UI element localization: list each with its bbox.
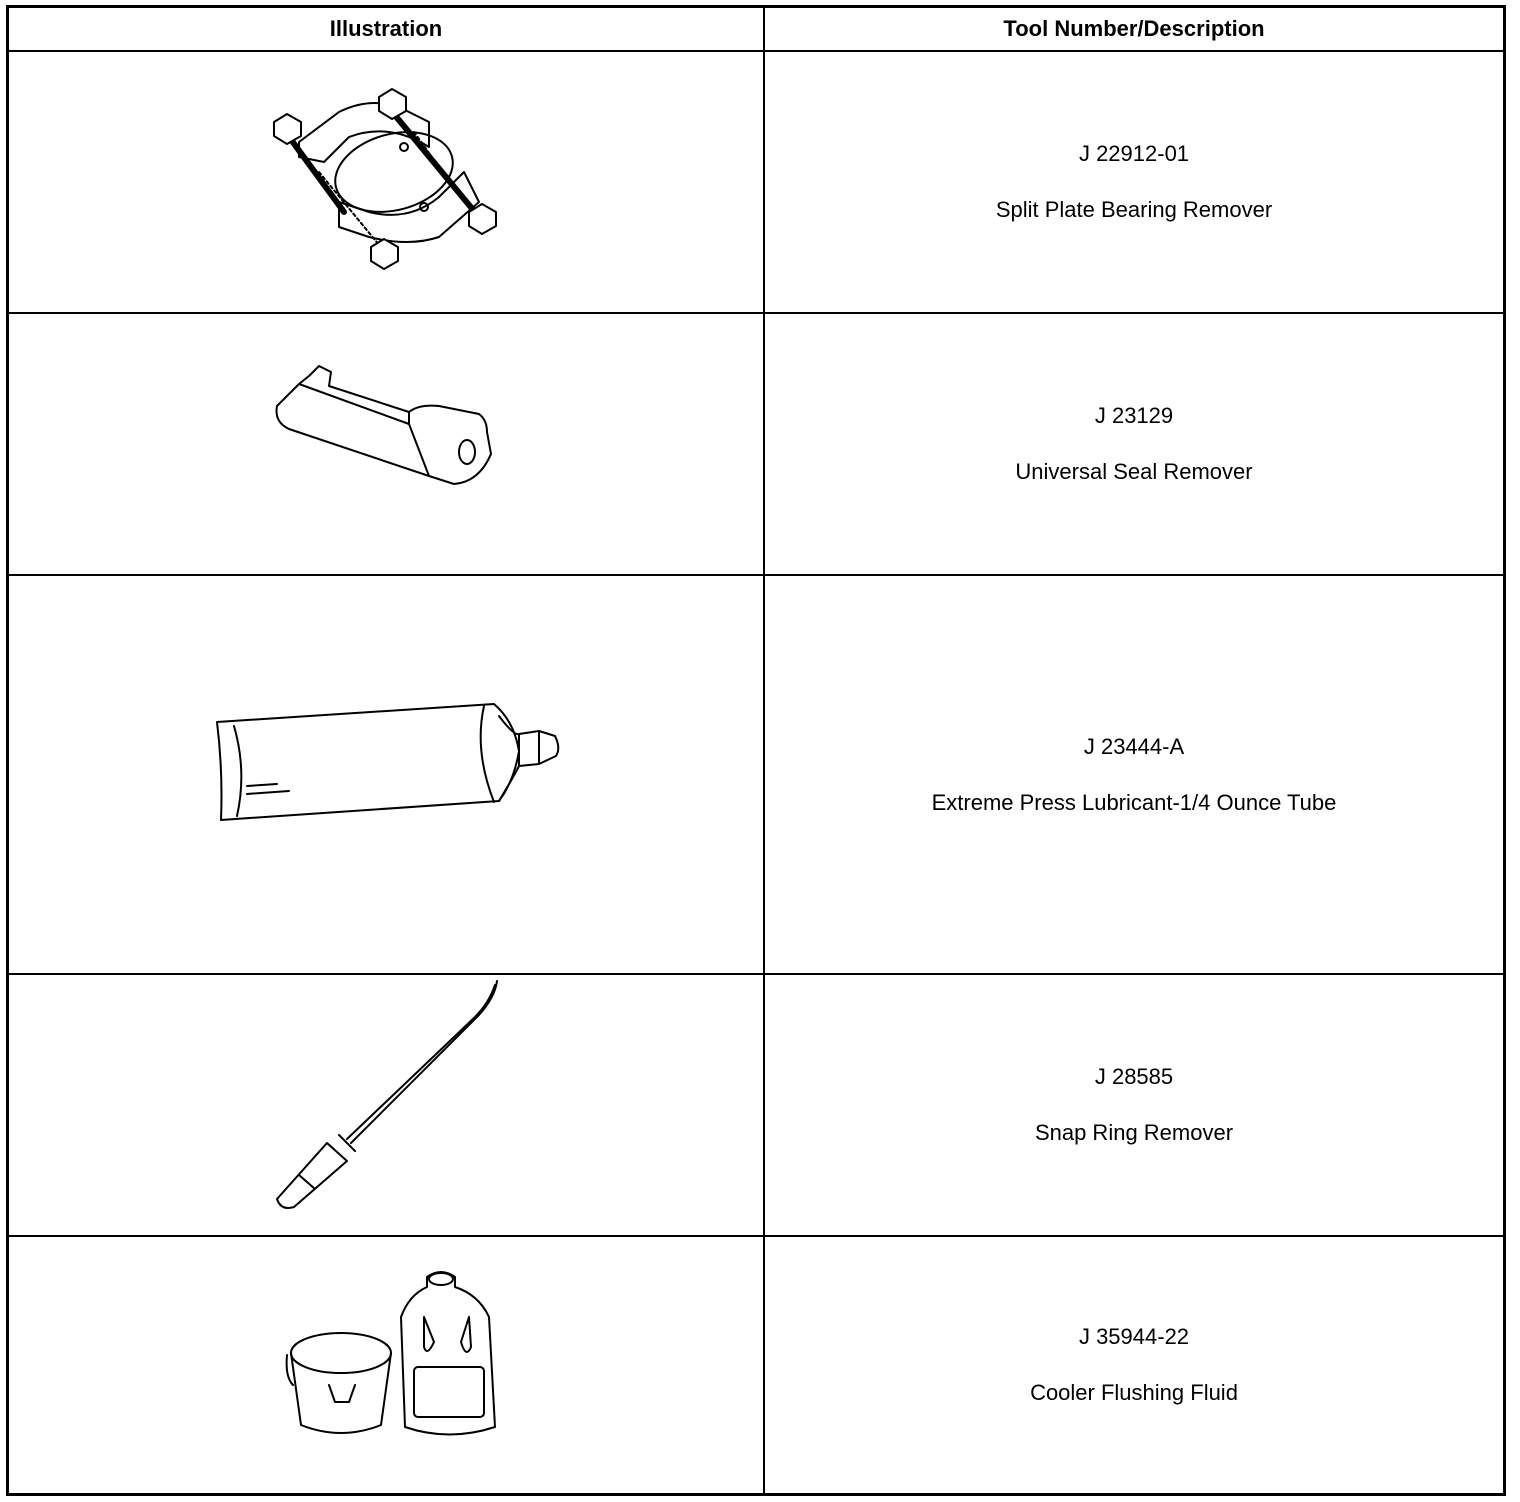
description-cell — [765, 1237, 1503, 1493]
tool-description: Universal Seal Remover — [1015, 459, 1253, 484]
tool-number: J 23129 — [1094, 403, 1174, 428]
illustration-cell — [9, 52, 763, 312]
illustration-cell — [9, 314, 763, 574]
illustration-cell — [9, 975, 763, 1235]
universal-seal-remover-icon — [9, 314, 763, 574]
description-cell — [765, 314, 1503, 574]
description-cell — [765, 975, 1503, 1235]
table-row — [9, 52, 1503, 312]
cooler-flushing-fluid-icon — [9, 1237, 763, 1493]
tool-description: Cooler Flushing Fluid — [1030, 1380, 1238, 1405]
split-plate-bearing-remover-icon — [9, 52, 763, 312]
tool-number: J 35944-22 — [1078, 1324, 1190, 1349]
tool-description: Snap Ring Remover — [1034, 1120, 1234, 1145]
lubricant-tube-icon — [9, 576, 763, 973]
description-cell — [765, 576, 1503, 973]
table-row — [9, 314, 1503, 574]
description-cell — [765, 52, 1503, 312]
tool-description: Extreme Press Lubricant-1/4 Ounce Tube — [931, 789, 1337, 815]
illustration-cell — [9, 576, 763, 973]
tool-number: J 23444-A — [1083, 733, 1185, 759]
tool-description: Split Plate Bearing Remover — [995, 197, 1273, 222]
table-row — [9, 1237, 1503, 1493]
tool-number: J 28585 — [1094, 1064, 1174, 1089]
tool-number: J 22912-01 — [1078, 141, 1190, 166]
header-illustration: Illustration — [329, 16, 443, 41]
table-row — [9, 576, 1503, 973]
header-tool-number-description: Tool Number/Description — [1003, 16, 1265, 41]
illustration-cell — [9, 1237, 763, 1493]
snap-ring-remover-icon — [9, 975, 763, 1235]
tool-table — [6, 5, 1506, 1496]
table-row — [9, 975, 1503, 1235]
